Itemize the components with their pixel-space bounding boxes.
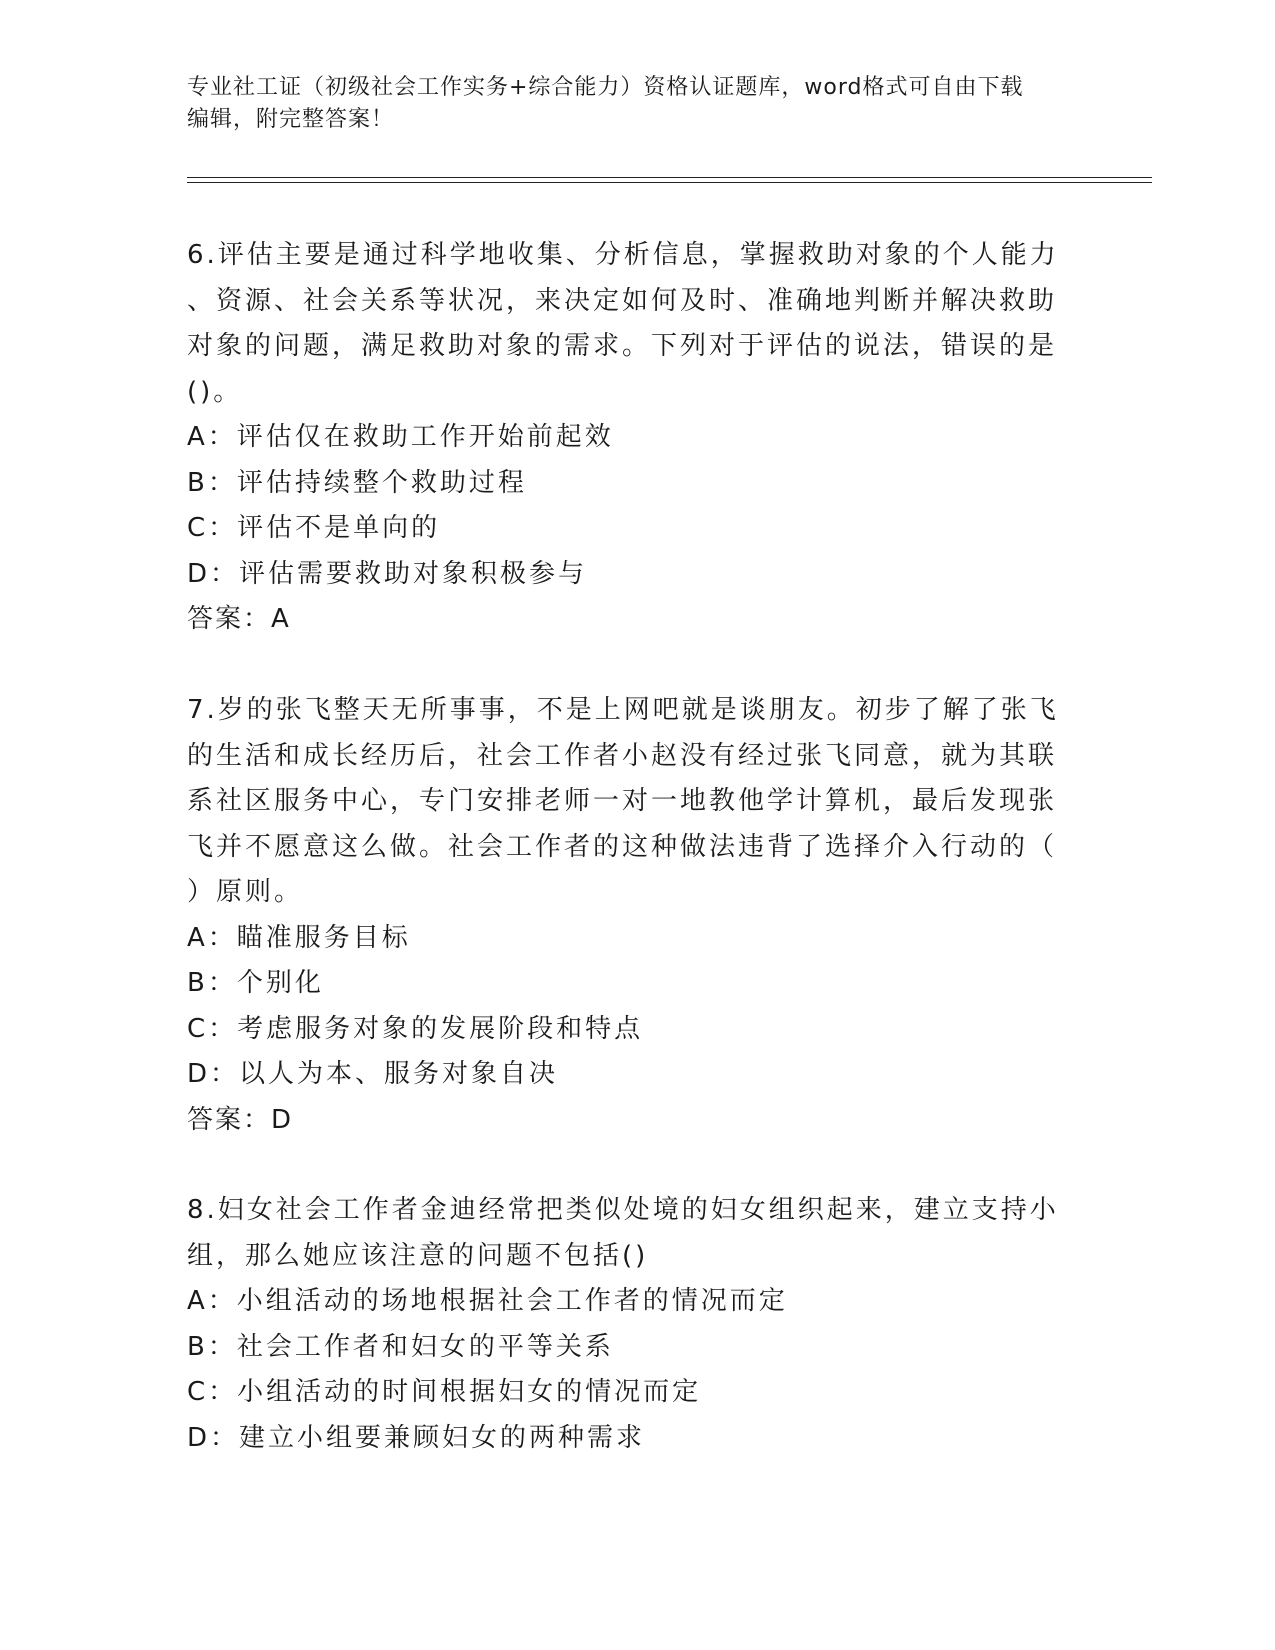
header-line-1: 专业社工证（初级社会工作实务+综合能力）资格认证题库，word格式可自由下载 <box>187 75 1024 100</box>
option-b: B：社会工作者和妇女的平等关系 <box>187 1331 614 1362</box>
header-divider-bottom <box>187 182 1152 183</box>
answer: 答案：D <box>187 1104 294 1135</box>
page-header <box>187 72 1087 136</box>
question-text-line: 、资源、社会关系等状况，来决定如何及时、准确地判断并解决救助 <box>187 285 1058 316</box>
option-c: C：评估不是单向的 <box>187 513 441 543</box>
question-7 <box>187 688 1067 1143</box>
question-text-line: 8.妇女社会工作者金迪经常把类似处境的妇女组织起来，建立支持小 <box>187 1195 1059 1225</box>
question-text-line: 飞并不愿意这么做。社会工作者的这种做法违背了选择介入行动的（ <box>187 831 1058 862</box>
answer: 答案：A <box>187 604 291 634</box>
option-b: B：个别化 <box>187 968 324 998</box>
option-c: C：考虑服务对象的发展阶段和特点 <box>187 1013 644 1044</box>
option-d: D：以人为本、服务对象自决 <box>187 1059 559 1089</box>
question-text-line: ）原则。 <box>187 877 304 907</box>
option-c: C：小组活动的时间根据妇女的情况而定 <box>187 1377 702 1407</box>
question-6 <box>187 233 1067 643</box>
option-a: A：瞄准服务目标 <box>187 922 411 953</box>
option-a: A：小组活动的场地根据社会工作者的情况而定 <box>187 1286 788 1316</box>
question-text-line: 的生活和成长经历后，社会工作者小赵没有经过张飞同意，就为其联 <box>187 740 1058 771</box>
option-d: D：建立小组要兼顾妇女的两种需求 <box>187 1422 646 1453</box>
question-text-line: 对象的问题，满足救助对象的需求。下列对于评估的说法，错误的是 <box>187 331 1058 361</box>
header-divider-top <box>187 177 1152 178</box>
option-d: D：评估需要救助对象积极参与 <box>187 558 588 589</box>
question-text-line: 系社区服务中心，专门安排老师一对一地教他学计算机，最后发现张 <box>187 786 1058 816</box>
question-text-line: ()。 <box>187 376 243 407</box>
question-text-line: 6.评估主要是通过科学地收集、分析信息，掌握救助对象的个人能力 <box>187 240 1059 270</box>
option-a: A：评估仅在救助工作开始前起效 <box>187 422 614 452</box>
header-line-2: 编辑，附完整答案！ <box>187 107 395 132</box>
question-text-line: 组，那么她应该注意的问题不包括() <box>187 1240 649 1271</box>
question-text-line: 7.岁的张飞整天无所事事，不是上网吧就是谈朋友。初步了解了张飞 <box>187 695 1059 725</box>
question-8 <box>187 1188 1067 1461</box>
option-b: B：评估持续整个救助过程 <box>187 467 527 498</box>
